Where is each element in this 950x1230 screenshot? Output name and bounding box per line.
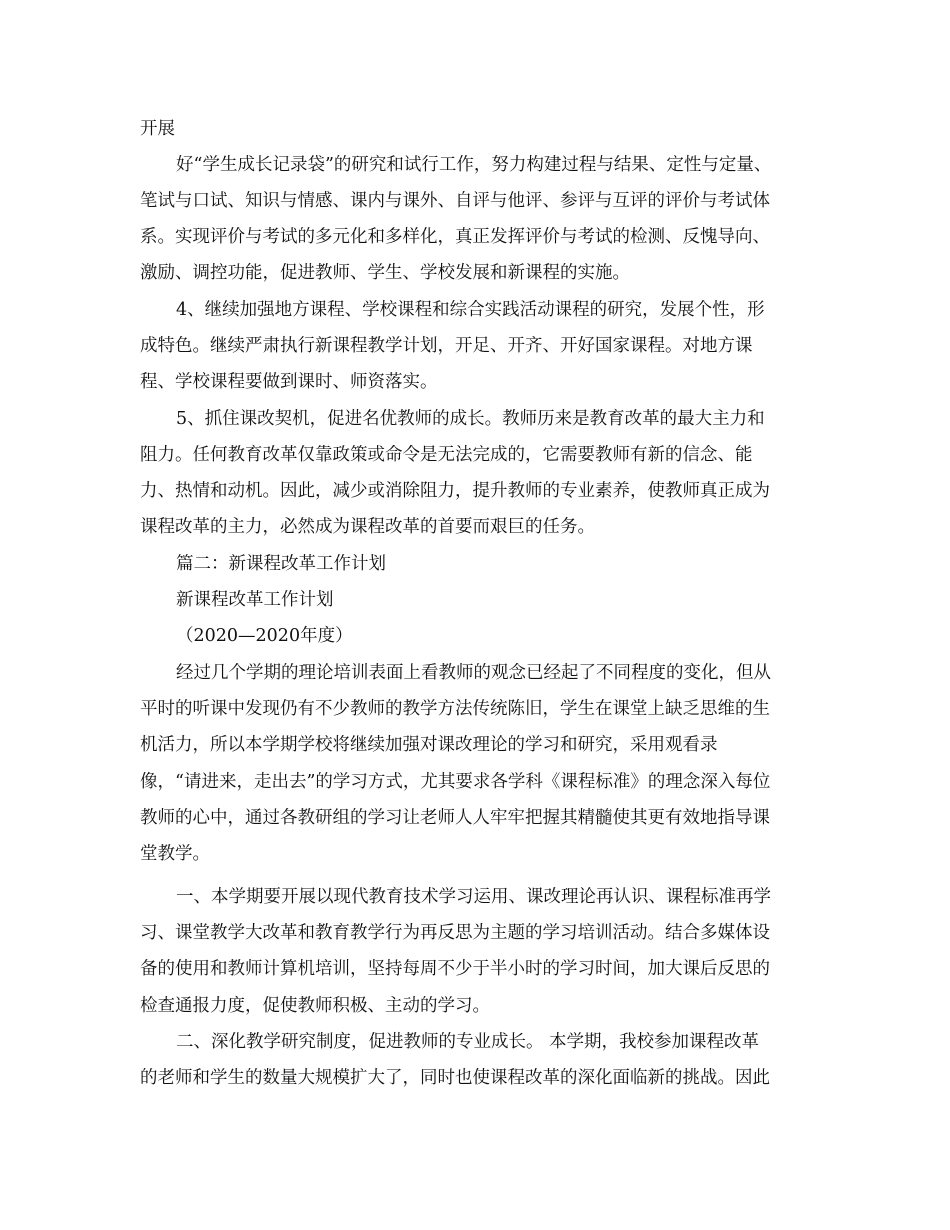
text-line: 程、学校课程要做到课时、师资落实。 (140, 372, 438, 392)
text-line: 激励、调控功能，促进教师、学生、学校发展和新课程的实施。 (140, 263, 630, 283)
text-line: 5、抓住课改契机，促进名优教师的成长。教师历来是教育改革的最大主力和 (176, 409, 765, 429)
text-line: 力、热情和动机。因此，减少或消除阻力，提升教师的专业素养，使教师真正成为 (140, 481, 770, 501)
text-line: 的老师和学生的数量大规模扩大了，同时也使课程改革的深化面临新的挑战。因此 (140, 1068, 770, 1088)
text-line: 成特色。继续严肃执行新课程教学计划，开足、开齐、开好国家课程。对地方课 (140, 336, 753, 356)
text-line: 好“学生成长记录袋”的研究和试行工作，努力构建过程与结果、定性与定量、 (176, 155, 772, 175)
document-year: （2020—2020年度） (176, 626, 353, 646)
text-line: 备的使用和教师计算机培训，坚持每周不少于半小时的学习时间，加大课后反思的 (140, 959, 770, 979)
text-line: 堂教学。 (140, 844, 210, 864)
text-line: 平时的听课中发现仍有不少教师的教学方法传统陈旧，学生在课堂上缺乏思维的生 (140, 699, 770, 719)
text-line: 像，“请进来，走出去”的学习方式，尤其要求各学科《课程标准》的理念深入每位 (140, 772, 771, 792)
text-line: 系。实现评价与考试的多元化和多样化，真正发挥评价与考试的检测、反愧导向、 (140, 227, 770, 247)
text-line: 检查通报力度，促使教师积极、主动的学习。 (140, 996, 490, 1016)
text-line: 习、课堂教学大改革和教育教学行为再反思为主题的学习培训活动。结合多媒体设 (140, 923, 770, 943)
text-line: 机活力，所以本学期学校将继续加强对课改理论的学习和研究，采用观看录 (140, 735, 718, 755)
document-title: 新课程改革工作计划 (176, 590, 334, 610)
text-line: 阻力。任何教育改革仅靠政策或命令是无法完成的，它需要教师有新的信念、能 (140, 445, 753, 465)
text-line: 4、继续加强地方课程、学校课程和综合实践活动课程的研究，发展个性，形 (176, 300, 765, 320)
section-heading: 篇二：新课程改革工作计划 (176, 554, 386, 574)
text-line: 开展 (140, 119, 175, 139)
text-line: 笔试与口试、知识与情感、课内与课外、自评与他评、参评与互评的评价与考试体 (140, 191, 770, 211)
text-line: 教师的心中，通过各教研组的学习让老师人人牢牢把握其精髓使其更有效地指导课 (140, 808, 770, 828)
text-line: 一、本学期要开展以现代教育技术学习运用、课改理论再认识、课程标准再学 (176, 887, 771, 907)
text-line: 二、深化教学研究制度，促进教师的专业成长。 本学期，我校参加课程改革 (176, 1032, 760, 1052)
text-line: 课程改革的主力，必然成为课程改革的首要而艰巨的任务。 (140, 517, 595, 537)
text-line: 经过几个学期的理论培训表面上看教师的观念已经起了不同程度的变化，但从 (176, 663, 771, 683)
